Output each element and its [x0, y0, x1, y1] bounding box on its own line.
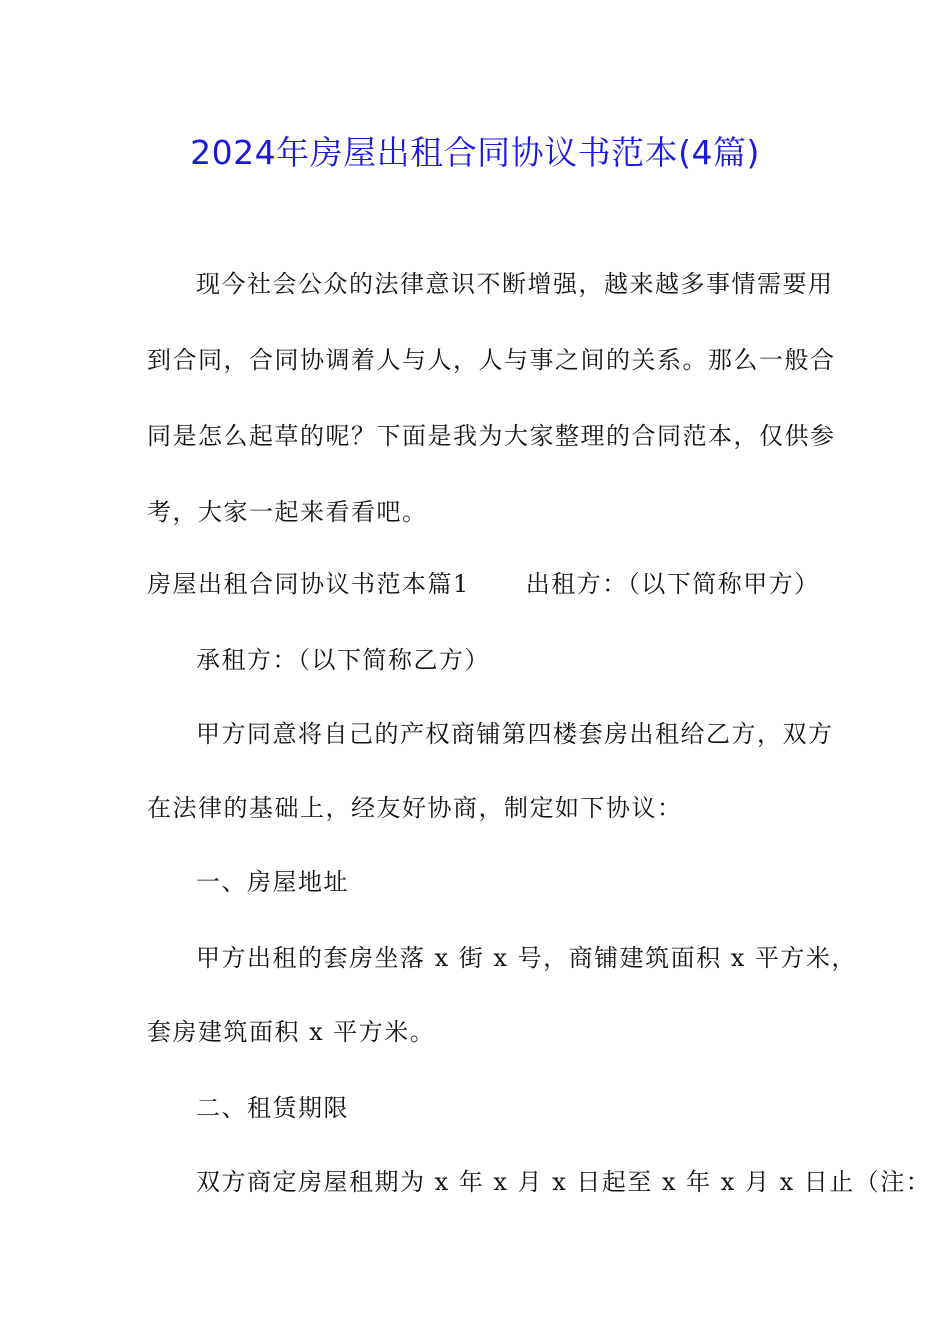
clause-2-line-1: 双方商定房屋租期为 x 年 x 月 x 日起至 x 年 x 月 x 日止（注： [196, 1168, 932, 1196]
document-title: 2024年房屋出租合同协议书范本(4篇) [190, 133, 760, 172]
intro-line-4: 考，大家一起来看看吧。 [147, 498, 428, 526]
lessee-label: 承租方：（以下简称乙方） [196, 646, 490, 674]
clause-1-title: 一、房屋地址 [196, 868, 349, 896]
clause-2-title: 二、租赁期限 [196, 1094, 349, 1122]
lessor-label: 出租方：（以下简称甲方） [525, 570, 820, 598]
intro-line-3: 同是怎么起草的呢？下面是我为大家整理的合同范本，仅供参 [147, 422, 836, 450]
clause-1-line-1: 甲方出租的套房坐落 x 街 x 号，商铺建筑面积 x 平方米， [196, 944, 857, 972]
intro-line-1: 现今社会公众的法律意识不断增强，越来越多事情需要用 [196, 270, 834, 298]
section-heading-line [147, 566, 820, 602]
agreement-line-1: 甲方同意将自己的产权商铺第四楼套房出租给乙方，双方 [196, 720, 834, 748]
clause-1-line-2: 套房建筑面积 x 平方米。 [147, 1018, 436, 1046]
section-heading: 房屋出租合同协议书范本篇1 [147, 570, 470, 598]
intro-line-2: 到合同，合同协调着人与人，人与事之间的关系。那么一般合 [147, 346, 836, 374]
agreement-line-2: 在法律的基础上，经友好协商，制定如下协议： [147, 794, 683, 822]
